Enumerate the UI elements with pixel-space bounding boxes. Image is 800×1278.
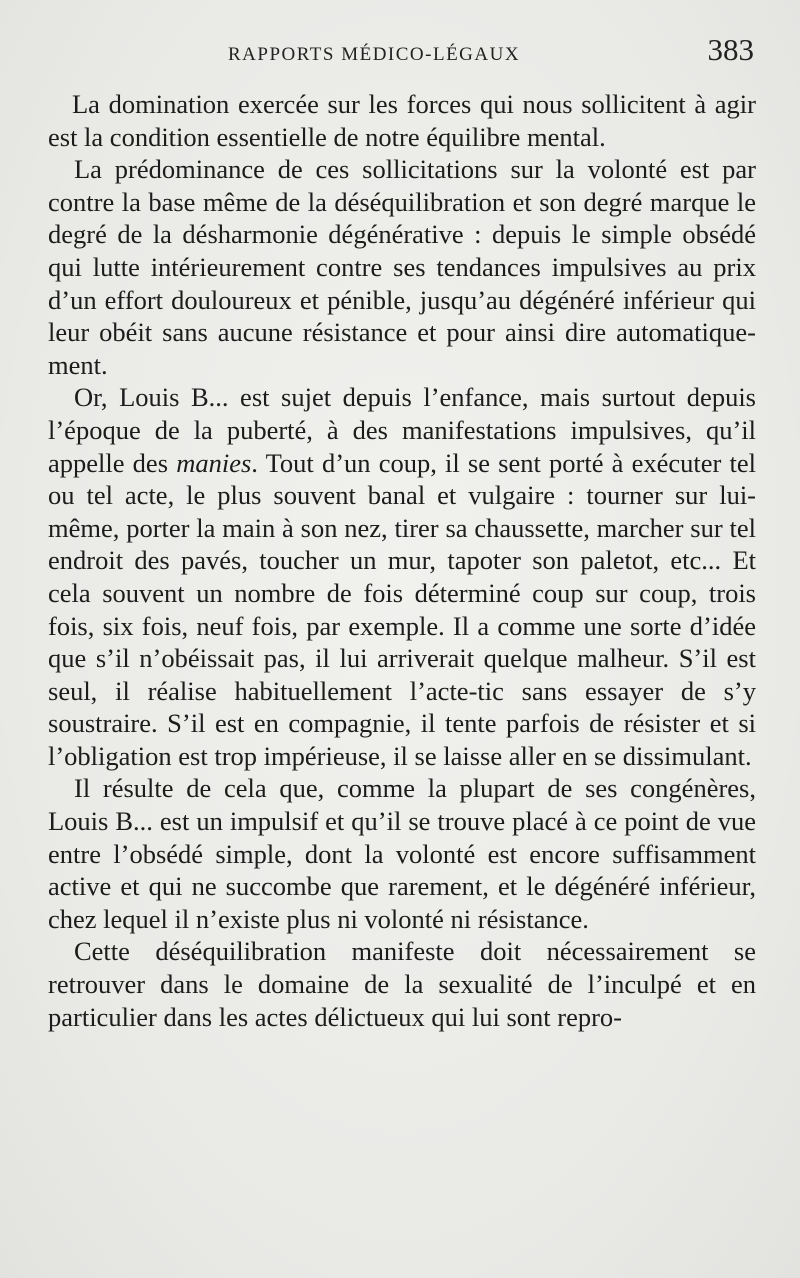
paragraph-4: Il résulte de cela que, comme la plupart de ses congénères, Louis B... est un impulsif et qu’il se trouve placé à ce point de vue entre l’obsédé simple, dont la volonté est encore suffisamment active et qui ne succombe que rarement, et le dégénéré inférieur, chez lequel il n’existe plus ni volonté ni résistance.: [48, 773, 756, 934]
running-title: RAPPORTS MÉDICO-LÉGAUX: [228, 44, 521, 65]
italic-word-manies: manies: [176, 447, 252, 478]
body-text: [48, 88, 756, 1033]
page-number: 383: [707, 32, 754, 67]
paragraph-2: La prédominance de ces sollicitations sur la volonté est par contre la base même de la déséquilibration et son degré marque le degré de la désharmonie dégénérative : depuis le simple obsédé qui lutte intérieurement contre ses tendances impulsives au prix d’un effort douloureux et pénible, jusqu’au dégénéré inférieur qui leur obéit sans aucune résistance et pour ainsi dire automatiquement.: [48, 154, 756, 380]
page-header: [48, 30, 756, 80]
paragraph-3: [48, 381, 756, 772]
paragraph-5: Cette déséquilibration manifeste doit nécessairement se retrouver dans le domaine de la sexualité de l’inculpé et en particulier dans les actes délictueux qui lui sont repro-: [48, 936, 756, 1032]
paragraph-1: La domination exercée sur les forces qui nous sollicitent à agir est la condition essentielle de notre équilibre mental.: [48, 89, 756, 152]
paragraph-3-text-start: Or, Louis B... est sujet depuis l’enfance, mais surtout depuis l’époque de la puberté, à des manifestations impulsives, qu’il appelle des: [48, 382, 756, 478]
paragraph-3-text-end: . Tout d’un coup, il se sent porté à exécuter tel ou tel acte, le plus souvent banal et vulgaire : tourner sur lui-même, porter la main à son nez, tirer sa chaussette, marcher sur tel endroit des pavés, toucher un mur, tapoter son paletot, etc... Et cela souvent un nombre de fois déterminé coup sur coup, trois fois, six fois, neuf fois, par exemple. Il a comme une sorte d’idée que s’il n’obéissait pas, il lui arriverait quelque malheur. S’il est seul, il réalise habituellement l’acte-tic sans essayer de s’y soustraire. S’il est en compagnie, il tente parfois de résister et si l’obligation est trop impérieuse, il se laisse aller en se dissimulant.: [48, 447, 756, 771]
